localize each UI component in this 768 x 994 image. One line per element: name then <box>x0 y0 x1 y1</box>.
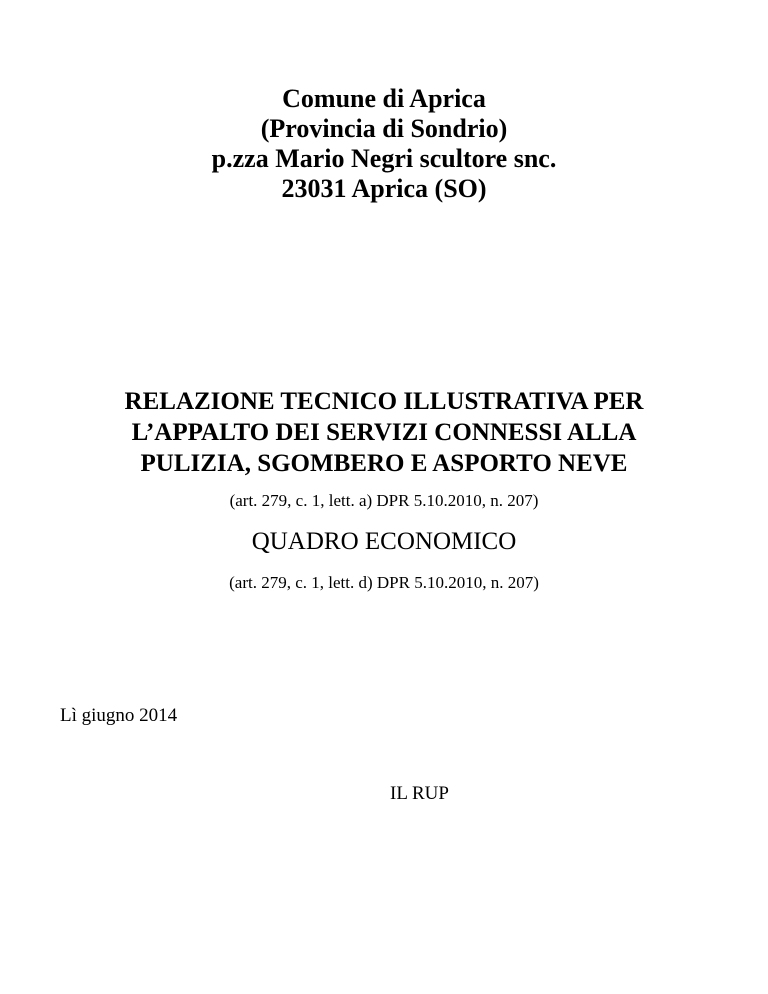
document-date: Lì giugno 2014 <box>60 705 178 726</box>
document-title-line: L’APPALTO DEI SERVIZI CONNESSI ALLA <box>131 419 637 446</box>
municipality-name: Comune di Aprica <box>282 84 486 113</box>
section-subtitle: QUADRO ECONOMICO <box>251 528 517 555</box>
municipality-header <box>0 84 768 204</box>
subtitle-legal-reference: (art. 279, c. 1, lett. d) DPR 5.10.2010, n. 207) <box>229 573 539 592</box>
document-title-line: RELAZIONE TECNICO ILLUSTRATIVA PER <box>124 388 644 415</box>
signature-label: IL RUP <box>390 783 449 804</box>
document-title <box>0 386 768 479</box>
province-name: (Provincia di Sondrio) <box>260 114 508 143</box>
address-street: p.zza Mario Negri scultore snc. <box>211 144 557 173</box>
title-legal-reference: (art. 279, c. 1, lett. a) DPR 5.10.2010, n. 207) <box>229 491 539 510</box>
document-title-line: PULIZIA, SGOMBERO E ASPORTO NEVE <box>140 450 628 477</box>
address-city: 23031 Aprica (SO) <box>281 174 487 203</box>
